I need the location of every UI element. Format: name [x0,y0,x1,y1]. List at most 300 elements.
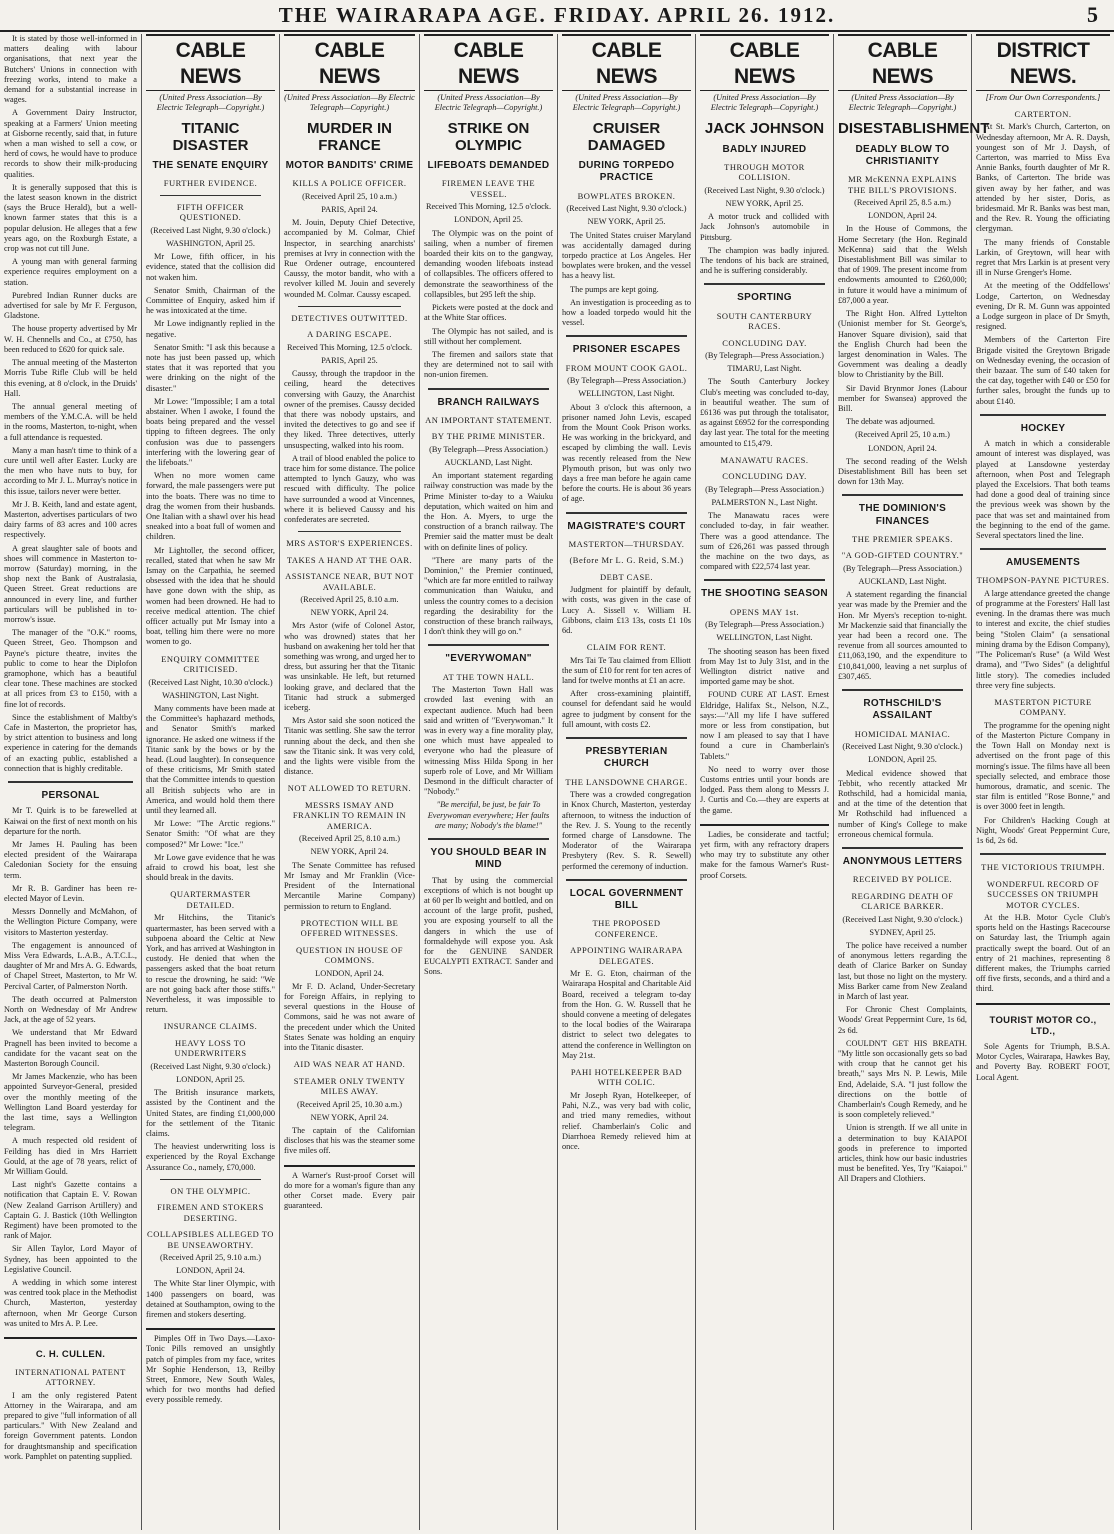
article-body [838,769,967,840]
paragraph: The British insurance markets, assisted by the Continent and the United States, are finding £1,000,000 for the settlement of the Titanic claims. [146,1088,275,1138]
column-disestablishment [834,34,990,1530]
subheading: QUARTERMASTER DETAILED. [170,889,251,910]
article-body [284,861,415,912]
subheading: BY THE PRIME MINISTER. [431,431,546,442]
divider [842,847,963,849]
divider [160,1179,261,1180]
article-body [700,647,829,816]
article-body [146,1088,275,1173]
paragraph: The police have received a number of anonymous letters regarding the death of Clarice Barker on Sunday last, but those no light on the mystery. Miss Barker came from New Zealand in March of last year. [838,941,967,1002]
article-body [424,471,553,637]
article-body [838,457,967,488]
subheading: AN IMPORTANT STATEMENT. [425,414,552,425]
paragraph: A statement regarding the financial year was made by the Premier and the Hon. Mr Myers's reception to-night. Mr Mackenzie said that financially the year had been a record one. The revenue from all sources amounted to £11,063,190, and the expenditure to £10,841,000, leaving a net surplus of £307,465. [838,590,967,681]
subheading: BOWPLATES BROKEN. [577,190,676,201]
paragraph: The programme for the opening night of the Masterton Picture Company in the Town Hall on Monday next is advertised on the front page of this morning's issue. The films have all been specially selected, and embrace those humorous, dramatic, and scenic. The star film is entitled "Rose Bonne," and is over 3000 feet in length. [976,720,1110,812]
paragraph: An important statement regarding railway construction was made by the Prime Minister to-day to a Waiuku deputation, which waited on him and the Hon. A. Myers, to urge the construction of a branch railway. The Premier said the matter must be dealt with on definite lines of policy. [424,471,553,552]
correspondent-credit: [From Our Own Correspondents.] [985,92,1101,102]
paragraph: A large attendance greeted the change of programme at the Foresters' Hall last evening. In the dramas there was much to interest and excite, the chief studies being "Stolen Claim" (a sensational mining drama by the Edison Company), "The Policeman's Ruse" (a Wild West drama), and "Two Sides" (a delightful little story). The comedies included three very fine subjects. [976,588,1110,690]
paragraph: At the H.B. Motor Cycle Club's sports held on the Hastings Racecourse on Saturday last, the Triumph again practically swept the board. Out of an entry of 21 machines, representing 8 different makes, the Triumphs carried off five firsts, seconds, and a third and a third. [976,913,1110,994]
dateline: LONDON, April 25. [868,755,937,765]
subheading: INSURANCE CLAIMS. [163,1021,258,1032]
subheading: WONDERFUL RECORD OF SUCCESSES ON TRIUMPH MOTOR CYCLES. [986,878,1100,910]
paragraph: M. Jouin, Deputy Chief Detective, accompanied by M. Colmar, Chief Inspector, in searching anarchists' premises at Ivry in connection with the Rue Ordener outrage, encountered Caussy, the motor bandit, who with a revolver killed M. Jouin and severely wounded M. Colmar. Caussy escaped. [284,218,415,299]
ad-text: I am the only registered Patent Attorney in the Wairarapa, and am prepared to give "full information of all particulars." With New Zealand and foreign Government patents. London for draughtsmanship and specification work. Pamphlet on patenting supplied. [4,1390,137,1461]
article-body [976,589,1110,691]
article-body [424,685,553,797]
received-line: Received This Morning, 12.5 o'clock. [286,342,413,352]
dateline: NEW YORK, April 25. [587,217,666,227]
paragraph: Mr Joseph Ryan, Hotelkeeper, of Pahi, N.Z., was very bad with colic, and tried many remedies, without relief. Chamberlain's Colic and Diarrhoea Remedy relieved him at once. [562,1090,691,1151]
paragraph: For Chronic Chest Complaints, Woods' Great Peppermint Cure, 1s 6d, 2s 6d. [838,1005,967,1035]
subheadline: THE SENATE ENQUIRY [152,160,269,172]
article-body [146,913,275,1015]
paragraph: Mr Lowe: "Impossible; I am a total abstainer. When I awoke, I found the boats being prepared and the vessel tipping to fifteen degrees. The only confusion was due to passengers interfering with the lowering gear of the lifeboats." [146,396,275,467]
ad-text: Sole Agents for Triumph, B.S.A. Motor Cycles, Wairarapa, Hawkes Bay, and Poverty Bay. ROBERT FOOT, Local Agent. [976,1042,1110,1082]
divider [842,494,963,496]
dateline: PARIS, April 24. [321,205,378,215]
subheading: "A GOD-GIFTED COUNTRY." [841,550,964,561]
dateline: LONDON, April 25. [176,1074,245,1084]
section-heading: PRESBYTERIAN CHURCH [585,746,668,770]
paragraph: Mr T. Quirk is to be farewelled at Kaiwai on the first of next month on his departure for the north. [4,806,137,836]
article-body [976,721,1110,846]
paragraph: The heaviest underwriting loss is experienced by the Royal Exchange Assurance Co., namely, £70,000. [146,1142,275,1172]
paragraph: A much respected old resident of Feilding has died in Mrs Harriett Gould, at the age of 78 years, relict of Mr William Gould. [4,1136,137,1177]
subheadline: LIFEBOATS DEMANDED [427,160,550,172]
article-body [838,224,967,427]
cable-news-banner: CABLE NEWS [146,34,275,91]
paragraph: The second reading of the Welsh Disestablishment Bill has been set down for 13th May. [838,456,967,487]
subheading: HOMICIDAL MANIAC. [854,728,951,739]
cable-news-banner: CABLE NEWS [284,34,415,91]
subheadline: BADLY INJURED [722,143,807,155]
subheading: AID WAS NEAR AT HAND. [293,1059,406,1070]
verse: "Be merciful, be just, be fair To Everywoman everywhere; Her faults are many; Nobody's the blame!" [427,800,550,830]
article-body [562,969,691,1061]
press-credit: (United Press Association—By Electric Telegraph—Copyright.) [434,92,543,112]
subheadline: DEADLY BLOW TO CHRISTIANITY [855,143,950,167]
section-heading: PRISONER ESCAPES [572,344,681,356]
article-body [424,229,553,381]
paragraph: It is generally supposed that this is the latest season known in the district (says the Bruce Herald), but a well-known farmer states that this is a popular delusion. He alleges that a few years ago, on the Roxburgh Estate, a crop was not cut till June. [4,182,137,254]
received-line: (Received April 25, 10 a.m.) [855,430,950,440]
received-line: (By Telegraph—Press Association.) [567,376,686,386]
subheading: COLLAPSIBLES ALLEGED TO BE UNSEAWORTHY. [147,1229,274,1250]
subheading: DETECTIVES OUTWITTED. [291,312,408,323]
subheading: APPOINTING WAIRARAPA DELEGATES. [570,945,683,966]
subheading: KILLS A POLICE OFFICER. [292,178,407,189]
paragraph: Sir Allen Taylor, Lord Mayor of Sydney, has been appointed to the Legislative Council. [4,1244,137,1274]
column-district-news [972,34,1114,1530]
subheading: (Before Mr L. G. Reid, S.M.) [569,555,684,566]
subheading: THE PREMIER SPEAKS. [852,533,953,544]
dateline: LONDON, April 24. [176,1266,245,1276]
press-credit: (United Press Association—By Electric Telegraph—Copyright.) [284,92,415,112]
divider [298,531,401,532]
divider [428,388,549,390]
paragraph: Since the establishment of Maltby's Cafe in Masterton, the proprietor has, by strict attention to business and long experience in catering for the demands of an exacting public, established a connection that is highly creditable. [4,712,137,773]
subheading: HEAVY LOSS TO UNDERWRITERS [174,1037,247,1059]
received-line: (Received Last Night, 10.30 o'clock.) [148,677,273,687]
dateline: WELLINGTON, Last Night. [716,633,813,643]
article-body [284,218,415,300]
paragraph: Mr J. B. Keith, land and estate agent, Masterton, advertises particulars of two dairy farms of 83 acres and 100 acres respectively. [4,499,137,540]
patent-attorney-ad [4,1337,137,1462]
column-local-news [0,34,142,1530]
article-body [700,212,829,276]
received-line: (Received Last Night, 9.30 o'clock.) [842,742,963,752]
paragraph: The South Canterbury Jockey Club's meeting was concluded to-day, in beautiful weather. The sum of £6136 was put through the totalisator, as against £6952 for the corresponding day last year. The total for the meeting amounted to £15,479. [700,377,829,448]
paragraph: Mrs Astor said she soon noticed the Titanic was settling. She saw the terror running about the deck, and then she saw the Titanic sink. It was very cold, and the lights were visible from the distance. [284,716,415,777]
cable-news-banner: CABLE NEWS [700,34,829,91]
received-line: (Received April 25, 10 a.m.) [302,191,397,201]
paragraph: A motor truck and collided with Jack Johnson's automobile in Pittsburg. [700,212,829,242]
paragraph: The captain of the Californian discloses that his was the steamer some five miles off. [284,1125,415,1156]
subheading: THROUGH MOTOR COLLISION. [724,161,805,183]
received-line: (Received April 25, 8.5 a.m.) [854,198,951,208]
divider [566,879,687,881]
section-heading: SPORTING [737,292,792,304]
paragraph: A young man with general farming experience requires employment on a station. [4,257,137,287]
paragraph: The death occurred at Palmerston North on Wednesday of Mr Andrew Jack, at the age of 52 years. [4,994,137,1025]
dateline: PALMERSTON N., Last Night. [711,497,818,507]
divider [980,548,1106,550]
paragraph: The Senate Committee has refused Mr Ismay and Mr Franklin (Vice-President of the International Mercantile Marine Company) permission to return to England. [284,860,415,911]
section-heading: BRANCH RAILWAYS [437,396,540,408]
paragraph: Mr Lightoller, the second officer, recalled, stated that when he saw Mr Ismay on the Carpathia, he seemed obsessed with the idea that he should have gone down with the ship, as women had been drowned. He had to receive medical attention. The chief officer actually put Mr Ismay into a boat, telling him there were no more women to go. [146,545,275,647]
masthead [0,0,1114,32]
paragraph: Senator Smith: "I ask this because a note has just been passed up, which states that it was reported that you were drinking on the night of the disaster." [146,342,275,393]
subheadline: DURING TORPEDO PRACTICE [578,160,675,184]
paragraph: There was a crowded congregation in Knox Church, Masterton, yesterday afternoon, to witness the induction of the Rev. J. S. Young to the recently formed charge of Lansdowne. The Moderator of the Wairarapa Presbytery (Rev. S. R. Sewell) performed the ceremony of induction. [562,790,691,871]
subheading: AT THE TOWN HALL. [442,671,535,682]
tourist-motor-ad [976,1003,1110,1083]
section-heading: "EVERYWOMAN" [445,653,532,665]
paragraph: Many comments have been made at the Committee's haphazard methods, and Senator Smith's marked ignorance. He asked one witness if the Titanic sank by the bows or by the head. (Loud laughter). In consequence of these criticisms, Mr Smith stated that the Committee intends to question all British subjects who are in America, and would hold them there until they learned all. [146,703,275,815]
subheading: SOUTH CANTERBURY RACES. [716,310,813,332]
paragraph: Pickets were posted at the dock and at the White Star offices. [424,303,553,323]
paragraph: The Olympic has not sailed, and is still without her complement. [424,326,553,346]
subheading: MANAWATU RACES. [720,454,809,465]
paragraph: The annual meeting of the Masterton Morris Tube Rifle Club will be held this evening, at 8 o'clock, in the Druids' Hall. [4,358,137,398]
received-line: (Received Last Night, 9.30 o'clock.) [566,204,687,214]
paragraph: Messrs Donnelly and McMahon, of the Wellington Picture Company, were visitors to Masterton yesterday. [4,907,137,937]
divider [842,689,963,691]
cable-news-banner: CABLE NEWS [562,34,691,91]
subheading: THE PROPOSED CONFERENCE. [592,918,661,939]
paragraph: Mr James Mackenzie, who has been appointed Surveyor-General, presided over the monthly meeting of the Wellington Land Board yesterday for the last time, says a Wellington telegram. [4,1072,137,1133]
article-body [562,403,691,505]
article-body [284,621,415,777]
subheading: FIFTH OFFICER QUESTIONED. [176,201,245,223]
dateline: WASHINGTON, Last Night. [162,690,259,700]
paragraph: Mr Hitchins, the Titanic's quartermaster, has been served with a subpoena aboard the Celtic at New York, and has arrived at Washington in custody. He denied that when the passengers asked that the boat return to rescue the drowning, he said: "We are not going back after those stiffs." Nevertheless, it was impossible to return. [146,913,275,1015]
dateline: AUCKLAND, Last Night. [858,577,947,587]
received-line: (By Telegraph—Press Association.) [705,351,824,361]
paragraph: A Government Dairy Instructor, speaking at a Farmers' Union meeting at Gisborne recently, said that, in future when a man wished to sell a cow, or herd of cows, he would have to produce records to show their milk-producing qualities. [4,108,137,179]
section-heading: AMUSEMENTS [1005,557,1081,569]
section-heading: YOU SHOULD BEAR IN MIND [430,846,547,871]
press-credit: (United Press Association—By Electric Telegraph—Copyright.) [848,92,957,112]
article-body [284,1126,415,1157]
columns [0,34,1114,1530]
article-body [562,790,691,872]
section-heading: THE DOMINION'S FINANCES [858,503,947,527]
paragraph: Mr R. B. Gardiner has been re-elected Mayor of Levin. [4,883,137,903]
article-body [700,377,829,448]
subheading: CONCLUDING DAY. [722,471,807,482]
ad-text: A Warner's Rust-proof Corset will do more for a woman's figure than any other Corset made. Every pair guaranteed. [284,1170,415,1211]
advertisement [284,1165,415,1212]
personal-heading: PERSONAL [41,790,100,802]
received-line: (Received April 25, 8.10 a.m.) [299,834,400,844]
dateline: NEW YORK, April 25. [725,198,804,208]
paragraph: Mr F. D. Acland, Under-Secretary for Foreign Affairs, in replying to several questions in the House of Commons, said he was not aware of the precedent under which the United States Senate was holding an enquiry into the Titanic disaster. [284,981,415,1052]
received-line: (Received Last Night, 9.30 o'clock.) [150,1061,271,1071]
subheading: REGARDING DEATH OF CLARICE BARKER. [851,890,954,912]
paragraph: Mr Lowe, fifth officer, in his evidence, stated that the collision did not waken him. [146,252,275,282]
paragraph: Mr Lowe: "The Arctic regions." Senator Smith: "Of what are they composed?" Mr Lowe: "Ice." [146,819,275,849]
divider [298,306,401,307]
paragraph: After cross-examining plaintiff, counsel for defendant said he would agree to judgment by consent for the full amount, with costs £2. [562,689,691,729]
paragraph: The champion was badly injured. The tendons of his back are strained, and he is suffering considerably. [700,245,829,276]
cable-news-banner: CABLE NEWS [838,34,967,91]
paragraph: At the meeting of the Oddfellows' Lodge, Carterton, on Wednesday evening, Dr R. M. Gunn was appointed a Lodge surgeon in place of Dr Smyth, resigned. [976,281,1110,332]
section-heading: ANONYMOUS LETTERS [842,855,963,867]
paragraph: When no more women came forward, the male passengers were put into the boats. There was no time to drag the women from their husbands. One Italian with a shawl over his head sneaked into a boat full of women and children. [146,471,275,542]
article-body [700,511,829,572]
headline: STRIKE ON OLYMPIC [447,120,530,154]
subheading: STEAMER ONLY TWENTY MILES AWAY. [293,1075,406,1097]
paragraph: Union is strength. If we all unite in a determination to buy KAIAPOI goods in preference to imported articles, think how our basic industries must be benefited. Yes, Try "Kaiapoi." All Drapers and Clothiers. [838,1123,967,1184]
divider [704,579,825,581]
paragraph: Mr Lowe gave evidence that he was afraid to crowd his boat, lest she should break in the davits. [146,852,275,883]
ad-text: Pimples Off in Two Days.—Laxo-Tonic Pills removed an unsightly patch of pimples from my face, writes Mr Sophie Henderson, 13, Reilby Street, Enmore, New South Wales, which for two months had defied every possible remedy. [146,1334,275,1405]
paragraph: The United States cruiser Maryland was accidentally damaged during torpedo practice at Los Angeles. Her bowplates were broken, and the vessel has a heavy list. [562,230,691,281]
paragraph: A great slaughter sale of boots and shoes will commence in Masterton to-morrow (Saturday) morning, in the shop next the Bank of Australasia, Queen Street. Great reductions are announced in every line, and further particulars will be published in to-morrow's issue. [4,543,137,624]
column-jack-johnson [696,34,834,1530]
received-line: (Received April 25, 9.10 a.m.) [160,1253,261,1262]
paragraph: Medical evidence showed that Tebbit, who recently attacked Mr Rothschild, had a homicidal mania, and at the time of the detention that Mr Rothschild had influenced a number of King's College to make erroneous chemical formula. [838,768,967,839]
headline: MURDER IN FRANCE [307,120,392,154]
article-body [146,252,275,648]
dateline: WASHINGTON, April 25. [166,238,255,248]
paragraph: A wedding in which some interest was centred took place in the Methodist Church, Masterton, yesterday afternoon, when Mr George Curson was united to Mrs A. P. Lee. [4,1278,137,1328]
subheading: ASSISTANCE NEAR, BUT NOT AVAILABLE. [285,571,414,592]
dateline: SYDNEY, April 25. [869,927,936,937]
subheading: MASTERTON PICTURE COMPANY. [994,696,1092,718]
divider [428,644,549,646]
paragraph: The engagement is announced of Miss Vera Edwards, L.A.B., A.T.C.L., daughter of Mr and Mrs A. G. Edwards, of Chapel Street, Masterton, to Mr W. Percival Carter, of Palmerston North. [4,940,137,991]
paragraph: The Olympic was on the point of sailing, when a number of firemen boarded their kits on to the gangway, demanding wooden lifeboats instead of collapsibles. The officers offered to demonstrate the seaworthiness of the collapsibles, but 295 left the ship. [424,228,553,299]
divider [160,195,261,196]
section-heading: ROTHSCHILD'S ASSAILANT [863,698,942,722]
column-cruiser-damaged [558,34,696,1530]
paragraph: We understand that Mr Edward Pragnell has been invited to become a candidate for the vacant seat on the Masterton Borough Council. [4,1028,137,1068]
dateline: LONDON, April 24. [868,211,937,221]
divider [980,853,1106,855]
headline: TITANIC DISASTER [172,120,249,154]
paragraph: The White Star liner Olympic, with 1400 passengers on board, was detained at Southampton, owing to the firemen and stokers deserting. [146,1279,275,1320]
received-line: (By Telegraph—Press Association.) [705,620,824,630]
divider [566,737,687,739]
subheadline: MOTOR BANDITS' CRIME [285,160,414,172]
masthead-title: THE WAIRARAPA AGE. FRIDAY. APRIL 26. 1912. [278,2,836,27]
subheading: FURTHER EVIDENCE. [163,178,258,189]
press-credit: (United Press Association—By Electric Telegraph—Copyright.) [572,92,681,112]
article-body [284,982,415,1053]
paragraph: Mrs Astor (wife of Colonel Astor, who was drowned) states that her husband on awakening her told her that something was wrong, and urged her to dress, but assuring her that the Titanic was unsinkable. He left, but returned looking grave, and declared that the Titanic had struck a submerged iceberg. [284,621,415,713]
column-murder-in-france [280,34,420,1530]
article-body [424,876,553,978]
received-line: (Received Last Night, 9.30 o'clock.) [150,225,271,235]
subheading: THOMPSON-PAYNE PICTURES. [976,575,1110,586]
press-credit: (United Press Association—By Electric Telegraph—Copyright.) [710,92,819,112]
paragraph: In the House of Commons, the Home Secretary (the Hon. Reginald McKenna) said that the Welsh Disestablishment Bill was similar to that of 1909. The present income from endowments amounted to £260,000; in future it would have a minimum of £87,000 a year. [838,224,967,305]
dateline: LONDON, April 25. [454,215,523,225]
dateline: NEW YORK, April 24. [310,1112,389,1122]
received-line: (Received April 25, 10.30 a.m.) [296,1099,403,1109]
dateline: NEW YORK, April 24. [310,608,389,618]
subheading: CLAIM FOR RENT. [586,642,667,653]
article-body [976,439,1110,541]
article-body [838,590,967,682]
ad-name: TOURIST MOTOR CO., LTD., [989,1014,1097,1038]
paragraph: FOUND CURE AT LAST. Ernest Eldridge, Halifax St., Nelson, N.Z., says:—"All my life I have suffered more or less from constipation, but now I am pleased to say that I have found a cure in Chamberlain's Tablets." [700,690,829,761]
divider [980,414,1106,416]
subheading: FIREMEN AND STOKERS DESERTING. [157,1202,264,1223]
paragraph: COULDN'T GET HIS BREATH. "My little son occasionally gets so bad with croup that he cannot get his breath," says Mrs N. P. Lewis, Mile End, Adelaide, S.A. "I just follow the directions on the bottle of Chamberlain's Cough Remedy, and he is soon completely relieved." [838,1038,967,1120]
received-line: (By Telegraph—Press Association.) [843,563,962,573]
subheading: MR McKENNA EXPLAINS THE BILL'S PROVISIONS. [847,174,958,195]
subheading: NOT ALLOWED TO RETURN. [287,783,412,794]
subheading: A DARING ESCAPE. [307,329,392,340]
paragraph: An investigation is proceeding as to how a loaded torpedo would hit the vessel. [562,297,691,328]
subheading: CARTERTON. [1014,108,1072,119]
subheading: MESSRS ISMAY AND FRANKLIN TO REMAIN IN AMERICA. [292,799,407,831]
paragraph: Last night's Gazette contains a notification that Captain E. V. Rowan (New Zealand Garrison Artillery) and Captain G. J. Bastick (10th Wellington Regiment) have been promoted to the rank of Major. [4,1180,137,1241]
subheading: PAHI HOTELKEEPER BAD WITH COLIC. [570,1066,683,1088]
paragraph: It is stated by those well-informed in matters dealing with labour organisations, that next year the Butchers' Unions in connection with freezing works, intend to make a demand for a substantial increase in wages. [4,34,137,105]
paragraph: The debate was adjourned. [846,417,935,427]
paragraph: Mr Lowe indignantly replied in the negative. [146,319,275,339]
paragraph: A match in which a considerable amount of interest was displayed, was played at Lansdowne yesterday afternoon, when Post and Telegraph played the Excelsiors. That both teams had done a good deal of training since the previous week was shown by the pace that was set and maintained from the beginning to the end of the game. Several spectators lined the line. [976,439,1110,540]
paragraph: Judgment for plaintiff by default, with costs, was given in the case of Lucy A. Sissell v. William H. Gibbons, claim £13 13s, costs £1 10s 6d. [562,585,691,635]
paragraph: No need to worry over those Customs entries until your bonds are lodged. Pass them along to Messrs J. J. Curtis and Co.—they are experts at the game. [700,764,829,815]
dateline: AUCKLAND, Last Night. [444,457,533,467]
article-body [562,231,691,329]
paragraph: At St. Mark's Church, Carterton, on Wednesday afternoon, Mr A. R. Daysh, youngest son of Mr J. Daysh, of Carterton, was married to Miss Eva Annie Banks, fourth daughter of Mr R. Banks, of Carterton. The bride was given away by her father, and was attended by her sister, Doris, as bridesmaid. Mr R. Banks was best man, and the Rev. R. Young the officiating clergyman. [976,122,1110,234]
paragraph: Mr James H. Pauling has been elected president of the Wairarapa Caledonian Society for the ensuing term. [4,839,137,880]
subheading: RECEIVED BY POLICE. [852,874,953,885]
divider [566,512,687,514]
subheading: FROM MOUNT COOK GAOL. [565,362,688,373]
personal-items [4,806,137,1329]
column-titanic [142,34,280,1530]
advertisement [146,1328,275,1405]
article-body [284,369,415,525]
ad-text: Ladies, be considerate and tactful; yet firm, with any refractory drapers who may try to substitute any other make for the famous Warner's Rust-proof Corsets. [700,829,829,880]
advertisement [700,824,829,881]
dateline: LONDON, April 24. [315,968,384,978]
received-line: (Received Last Night, 9.30 o'clock.) [842,914,963,924]
paragraph: For Children's Hacking Cough at Night, Woods' Great Peppermint Cure, 1s 6d, 2s 6d. [976,815,1110,846]
paragraph: Purebred Indian Runner ducks are advertised for sale by Mr F. Ferguson, Gladstone. [4,290,137,321]
divider [704,283,825,285]
paragraph: A trail of blood enabled the police to trace him for some distance. The police attempted to lynch Gauzy, who was rescued with difficulty. The police have surrounded a wood at Vincennes, where it is believed Caussy and his confederates are secreted. [284,453,415,524]
paragraph: Mr E. G. Eton, chairman of the Wairarapa Hospital and Charitable Aid Board, received a telegram to-day from the Hon. G. W. Russell that he should convene a meeting of delegates to the local bodies of the Wairarapa district to select two delegates to attend the conference in Wellington on May 21st. [562,969,691,1060]
paragraph: About 3 o'clock this afternoon, a prisoner named John Levis, escaped from the Mount Cook Prison works. He was working in the brickyard, and escaped by climbing the wall. Levis was recently released from the New Plymouth prison, but was only two days a free man before he again came before the courts. He is about 36 years of age. [562,402,691,504]
subheading: OPENS MAY 1st. [730,606,799,617]
section-heading: THE SHOOTING SEASON [701,588,828,600]
article-body [562,1091,691,1152]
paragraph: Mrs Tai Te Tau claimed from Elliott the sum of £10 for rent for ten acres of land for twelve months at £1 an acre. [562,655,691,686]
article-body [838,941,967,1185]
paragraph: The house property advertised by Mr W. H. Chennells and Co., at £750, has been reduced to £620 for quick sale. [4,324,137,354]
local-items [4,34,137,774]
paragraph: That by using the commercial exceptions of which is not bought up at 60 per lb weight and bottled, and on account of the large profit, pushed, you are exposing yourself to all the dangers in which the use of formaldehyde will expose you. Ask for the GENUINE SANDER EUCALYPTI EXTRACT. Sander and Sons. [424,875,553,977]
paragraph: The Right Hon. Alfred Lyttelton (Unionist member for St. George's, Hanover Square division), said that the English Church had been the largest denomination in Wales. The Government was dealing a deadly blow to Christianity by the Bill. [838,309,967,380]
paragraph: Sir David Brynmor Jones (Labour member for Swansea) approved the Bill. [838,383,967,413]
headline: DISESTABLISHMENT [838,120,990,138]
subheading: CONCLUDING DAY. [722,337,807,348]
district-news-banner: DISTRICT NEWS. [976,34,1110,91]
dateline: PARIS, April 25. [321,355,378,365]
section-heading: HOCKEY [1020,422,1066,434]
dateline: TIMARU, Last Night. [727,364,802,374]
dateline: NEW YORK, April 24. [310,847,389,857]
divider [566,335,687,337]
ad-title: INTERNATIONAL PATENT ATTORNEY. [15,1366,126,1388]
subheading: TAKES A HAND AT THE OAR. [286,554,413,565]
divider [428,838,549,840]
subheading: MRS ASTOR'S EXPERIENCES. [286,538,413,549]
paragraph: Senator Smith, Chairman of the Committee of Enquiry, asked him if he was intoxicated at the time. [146,285,275,316]
article-body [562,585,691,636]
paragraph: The shooting season has been fixed from May 1st to July 31st, and in the Wellington district native and imported game may be shot. [700,646,829,687]
page-number: 5 [1087,2,1098,27]
column-strike-on-olympic [420,34,558,1530]
paragraph: The manager of the "O.K." rooms, Queen Street, Geo. Thompson and Payne's picture theatre, invites the public to come to hear the Diplofon gramophone, which has a beautiful clear tone. These machines are stocked at all prices from £3 to £150, with a fine lot of records. [4,628,137,709]
subheading: DEBT CASE. [599,571,654,582]
section-heading: LOCAL GOVERNMENT BILL [569,887,684,912]
subheading: THE LANSDOWNE CHARGE. [565,776,688,787]
received-line: (By Telegraph—Press Association.) [429,444,548,454]
subheading: PROTECTION WILL BE OFFERED WITNESSES. [300,917,399,939]
paragraph: The many friends of Constable Larkin, of Greytown, will hear with regret that Mrs Larkin is at present very ill in Nurse Grenger's Home. [976,237,1110,278]
paragraph: Members of the Carterton Fire Brigade visited the Greytown Brigade on Wednesday evening, the occasion of their bazaar. The sum of £40 taken for the cat day, together with £40 or £50 for further sales, brought the funds up to about £140. [976,335,1110,406]
article-body [976,122,1110,406]
paragraph: The Masterton Town Hall was crowded last evening with an expectant audience. Much had been said and written of "Everywoman." It was in every way a fine morality play, one which must have appealed to everyone who had the pleasure of witnessing Miss Hilda Spong in her superb role of Love, and Mr William Desmond in the difficult character of "Nobody." [424,685,553,797]
headline: JACK JOHNSON [704,120,825,138]
paragraph: Caussy, through the trapdoor in the ceiling, heard the detectives conversing with Gauzy, the Anarchist owner of the premises. Caussy decided that there was nobody upstairs, and invited the detectives to go and see if they liked. Three detectives, utterly unsuspecting, walked into his room. [284,369,415,450]
divider [8,781,133,783]
received-line: (By Telegraph—Press Association.) [705,484,824,494]
paragraph: The annual general meeting of members of the Y.M.C.A. will be held in the rooms, Masterton, to-night, when a full attendance is requested. [4,401,137,442]
received-line: (Received Last Night, 9.30 o'clock.) [704,185,825,195]
subheading: ON THE OLYMPIC. [170,1185,251,1196]
ad-name: C. H. CULLEN. [35,1349,106,1361]
dateline: WELLINGTON, Last Night. [578,389,675,399]
press-credit: (United Press Association—By Electric Telegraph—Copyright.) [156,92,265,112]
received-line: (Received April 25, 8.10 a.m. [300,595,399,605]
cable-news-banner: CABLE NEWS [424,34,553,91]
dateline: LONDON, April 24. [868,443,937,453]
article-body [562,656,691,730]
paragraph: "There are many parts of the Dominion," the Premier continued, "which are far more entitled to railway communication than Waiuku, and unless the country comes to a decision regarding the desirability for the construction of these branch railways, I don't think they will go on." [424,555,553,637]
received-line: Received This Morning, 12.5 o'clock. [425,202,552,212]
